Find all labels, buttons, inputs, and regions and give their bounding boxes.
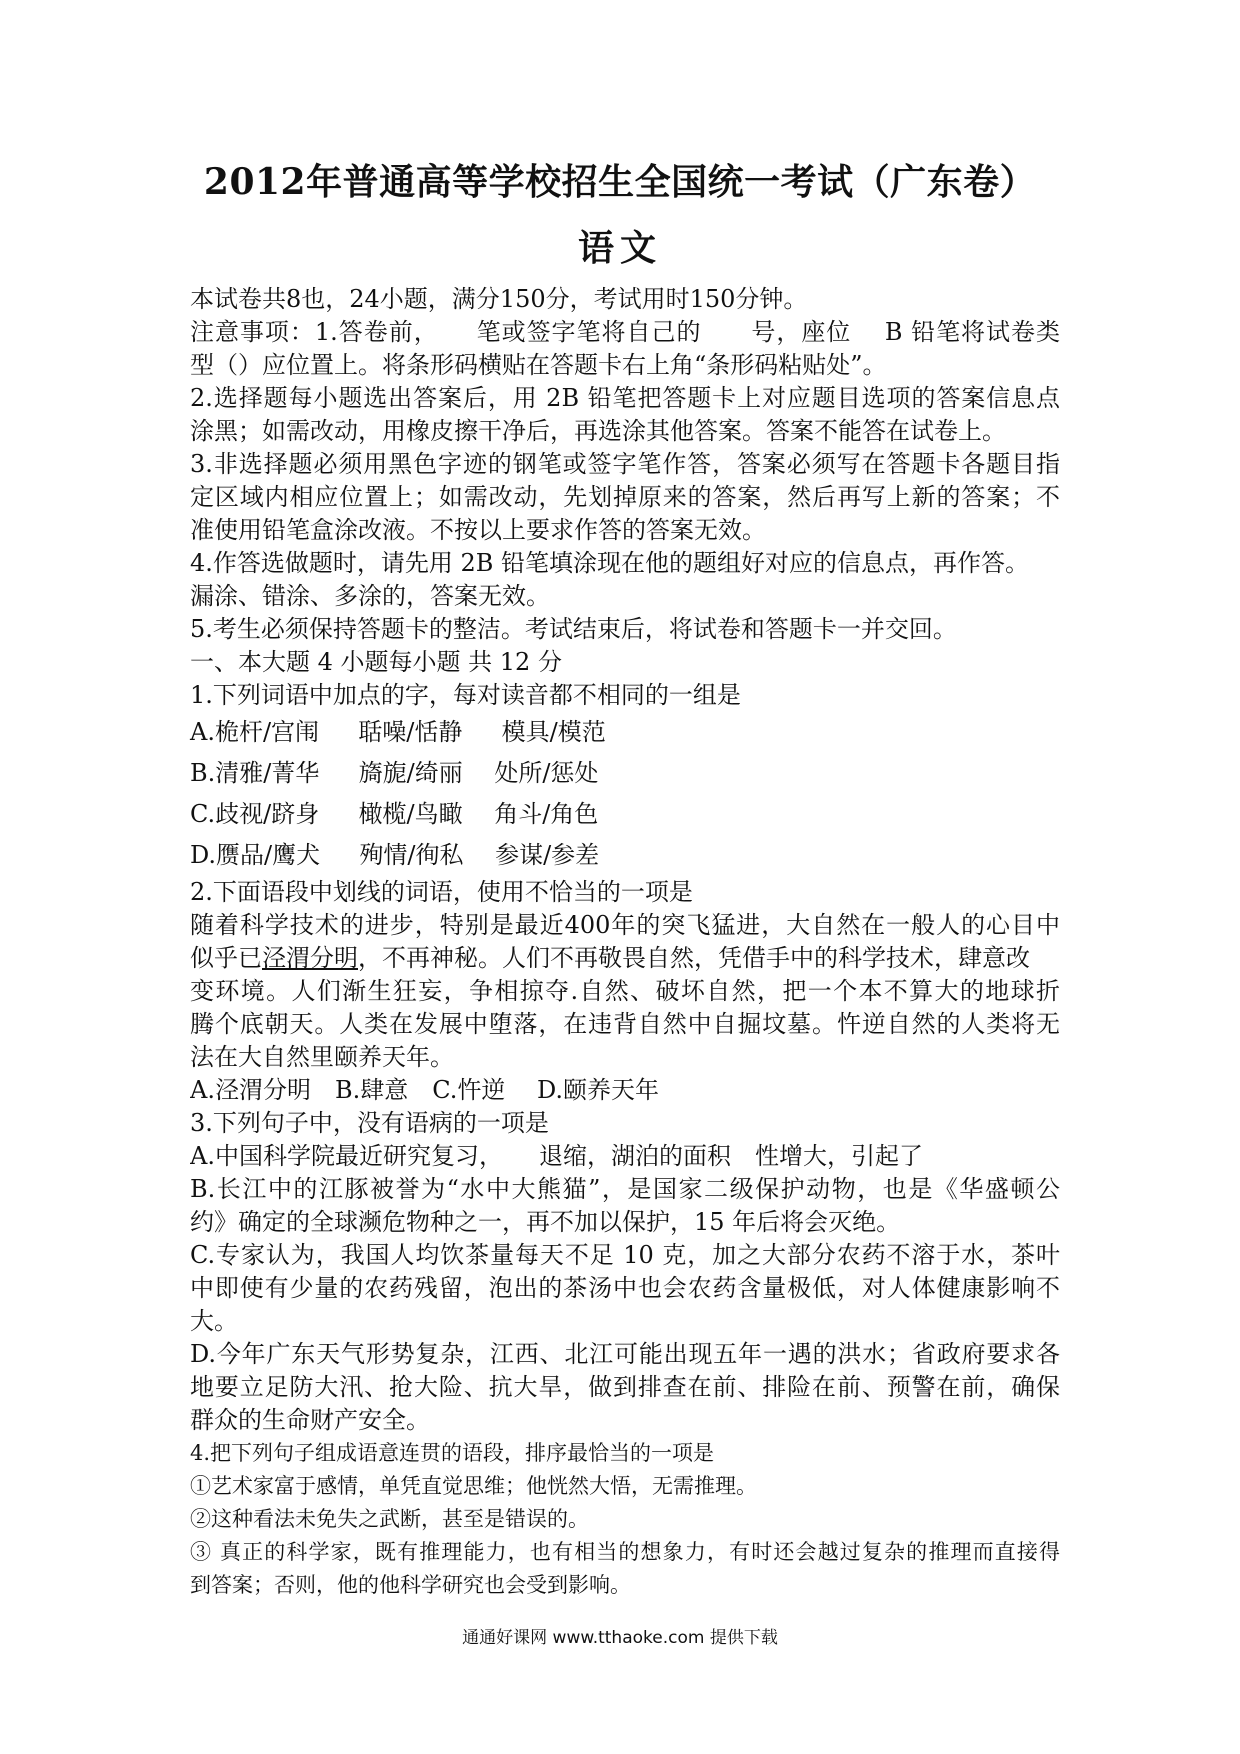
exam-title: 2012年普通高等学校招生全国统一考试（广东卷） [203,161,1037,203]
notice-line: 准使用铅笔盒涂改液。不按以上要求作答的答案无效。 [190,516,766,544]
intro-line: 本试卷共8也，24小题，满分150分，考试用时150分钟。 [190,285,808,313]
option-a: A.桅杆/宫闱 聒噪/恬静 模具/模范 [190,718,606,746]
option-line: B.长江中的江豚被誉为“水中大熊猫”，是国家二级保护动物，也是《华盛顿公 [190,1175,1060,1203]
notice-line: 涂黑；如需改动，用橡皮擦干净后，再选涂其他答案。答案不能答在试卷上。 [190,417,1006,445]
notice-line: 2.选择题每小题选出答案后，用 2B 铅笔把答题卡上对应题目选项的答案信息点 [190,384,1060,412]
question-2 [190,876,1060,1107]
option-line: 中即使有少量的农药残留，泡出的茶汤中也会农药含量极低，对人体健康影响不 [190,1274,1060,1302]
option-c: C.歧视/跻身 橄榄/鸟瞰 角斗/角色 [190,800,599,828]
option-line: 群众的生命财产安全。 [190,1406,430,1434]
sentence-line: ①艺术家富于感情，单凭直觉思维；他恍然大悟，无需推理。 [190,1474,757,1498]
notice-line: 3.非选择题必须用黑色字迹的钢笔或签字笔作答，答案必须写在答题卡各题目指 [190,450,1060,478]
question-stem: 3.下列句子中，没有语病的一项是 [190,1109,549,1137]
notice-line: 型（）应位置上。将条形码横贴在答题卡右上角“条形码粘贴处”。 [190,351,887,379]
passage-line: 腾个底朝天。人类在发展中堕落，在违背自然中自掘坟墓。忤逆自然的人类将无 [190,1010,1060,1038]
option-b: B.清雅/菁华 旖旎/绮丽 处所/惩处 [190,759,599,787]
sentence-line: ③ 真正的科学家，既有推理能力，也有相当的想象力，有时还会越过复杂的推理而直接得 [190,1540,1060,1564]
option-d: D.赝品/鹰犬 殉情/徇私 参谋/参差 [190,841,600,869]
subject-heading: 语文 [577,227,662,269]
notice-line: 定区域内相应位置上；如需改动，先划掉原来的答案，然后再写上新的答案；不 [190,483,1060,511]
passage-line [190,942,1060,975]
question-stem: 4.把下列句子组成语意连贯的语段，排序最恰当的一项是 [190,1441,715,1465]
option-line: 大。 [190,1307,238,1335]
passage-line: 法在大自然里颐养天年。 [190,1043,454,1071]
question-3 [190,1107,1060,1437]
option-line: A.中国科学院最近研究复习， 退缩，湖泊的面积 性增大，引起了 [190,1142,923,1170]
notice-line: 漏涂、错涂、多涂的，答案无效。 [190,582,550,610]
passage-line: 随着科学技术的进步，特别是最近400年的突飞猛进，大自然在一般人的心目中 [190,911,1060,939]
notice-block [190,316,1060,646]
passage-line: 变环境。人们渐生狂妄，争相掠夺.自然、破坏自然，把一个本不算大的地球折 [190,977,1060,1005]
question-4 [190,1437,1060,1602]
notice-line: 注意事项：1.答卷前， 笔或签字笔将自己的 号，座位 B 铅笔将试卷类 [190,318,1060,346]
option-line: 约》确定的全球濒危物种之一，再不加以保护，15 年后将会灭绝。 [190,1208,901,1236]
option-line: C.专家认为，我国人均饮茶量每天不足 10 克，加之大部分农药不溶于水，茶叶 [190,1241,1060,1269]
sentence-line: 到答案；否则，他的他科学研究也会受到影响。 [190,1573,631,1597]
underlined-phrase: 泾渭分明 [262,944,358,972]
notice-line: 5.考生必须保持答题卡的整洁。考试结束后，将试卷和答题卡一并交回。 [190,615,957,643]
passage-text: ，不再神秘。人们不再敬畏自然，凭借手中的科学技术，肆意改 [358,944,1030,972]
notice-line: 4.作答选做题时，请先用 2B 铅笔填涂现在他的题组好对应的信息点，再作答。 [190,549,1030,577]
sentence-line: ②这种看法未免失之武断，甚至是错误的。 [190,1507,589,1531]
option-line: D.今年广东天气形势复杂，江西、北江可能出现五年一遇的洪水；省政府要求各 [190,1340,1060,1368]
section-header: 一、本大题 4 小题每小题 共 12 分 [190,648,562,676]
page-footer: 通通好课网 www.tthaoke.com 提供下载 [462,1628,778,1648]
question-stem: 1.下列词语中加点的字，每对读音都不相同的一组是 [190,681,741,709]
options-line: A.泾渭分明 B.肆意 C.忤逆 D.颐养天年 [190,1076,660,1104]
exam-body [190,283,1060,1602]
question-1 [190,679,1060,876]
question-stem: 2.下面语段中划线的词语，使用不恰当的一项是 [190,878,693,906]
passage-text: 似乎已 [190,944,262,972]
option-line: 地要立足防大汛、抢大险、抗大旱，做到排查在前、排险在前、预警在前，确保 [190,1373,1060,1401]
